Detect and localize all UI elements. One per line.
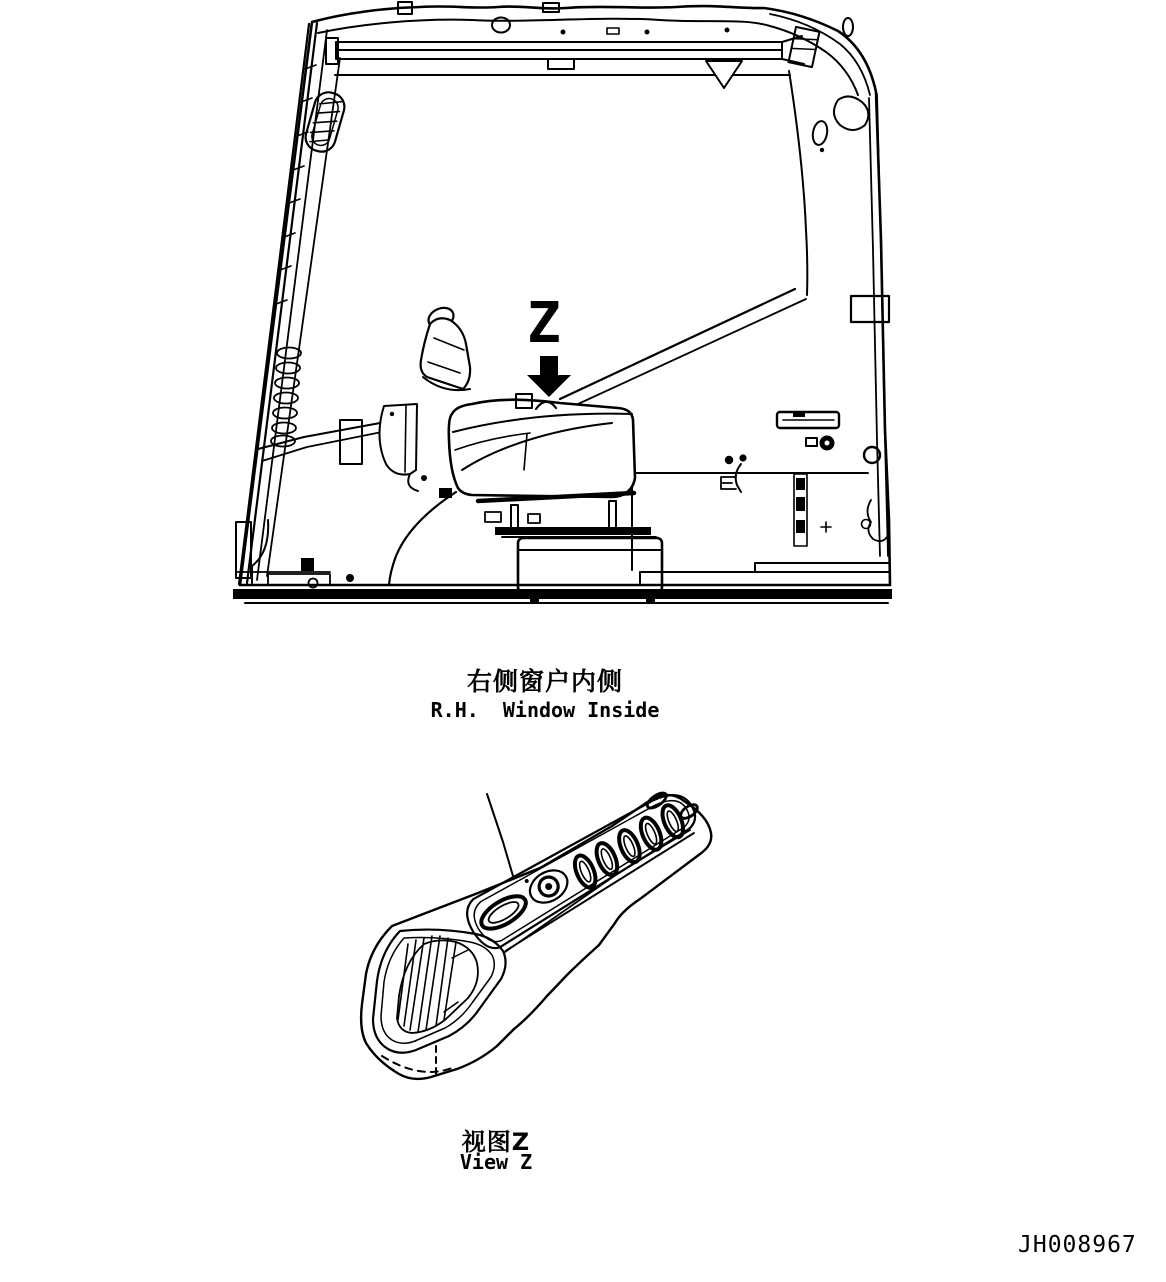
detail-caption-chinese: 视图Z: [461, 1128, 531, 1156]
front-pillar: [236, 23, 354, 588]
cab-caption-chinese: 右侧窗户内侧: [466, 667, 623, 696]
view-z-arrow: [527, 356, 571, 397]
drawing-number: JH008967: [1018, 1232, 1137, 1258]
rear-wall-details: [258, 27, 889, 585]
window-rail: [326, 28, 804, 89]
joystick-lever: [421, 304, 471, 390]
floor-band: [233, 589, 892, 599]
seat-console-body: [439, 394, 635, 498]
console-detail-view: [361, 776, 711, 1079]
view-marker-letter: Z: [527, 291, 561, 356]
cab-caption-english: R.H. Window Inside: [430, 698, 660, 722]
left-console: [379, 404, 427, 491]
detail-caption-english: View Z: [459, 1150, 533, 1174]
operator-seat: [379, 304, 662, 602]
